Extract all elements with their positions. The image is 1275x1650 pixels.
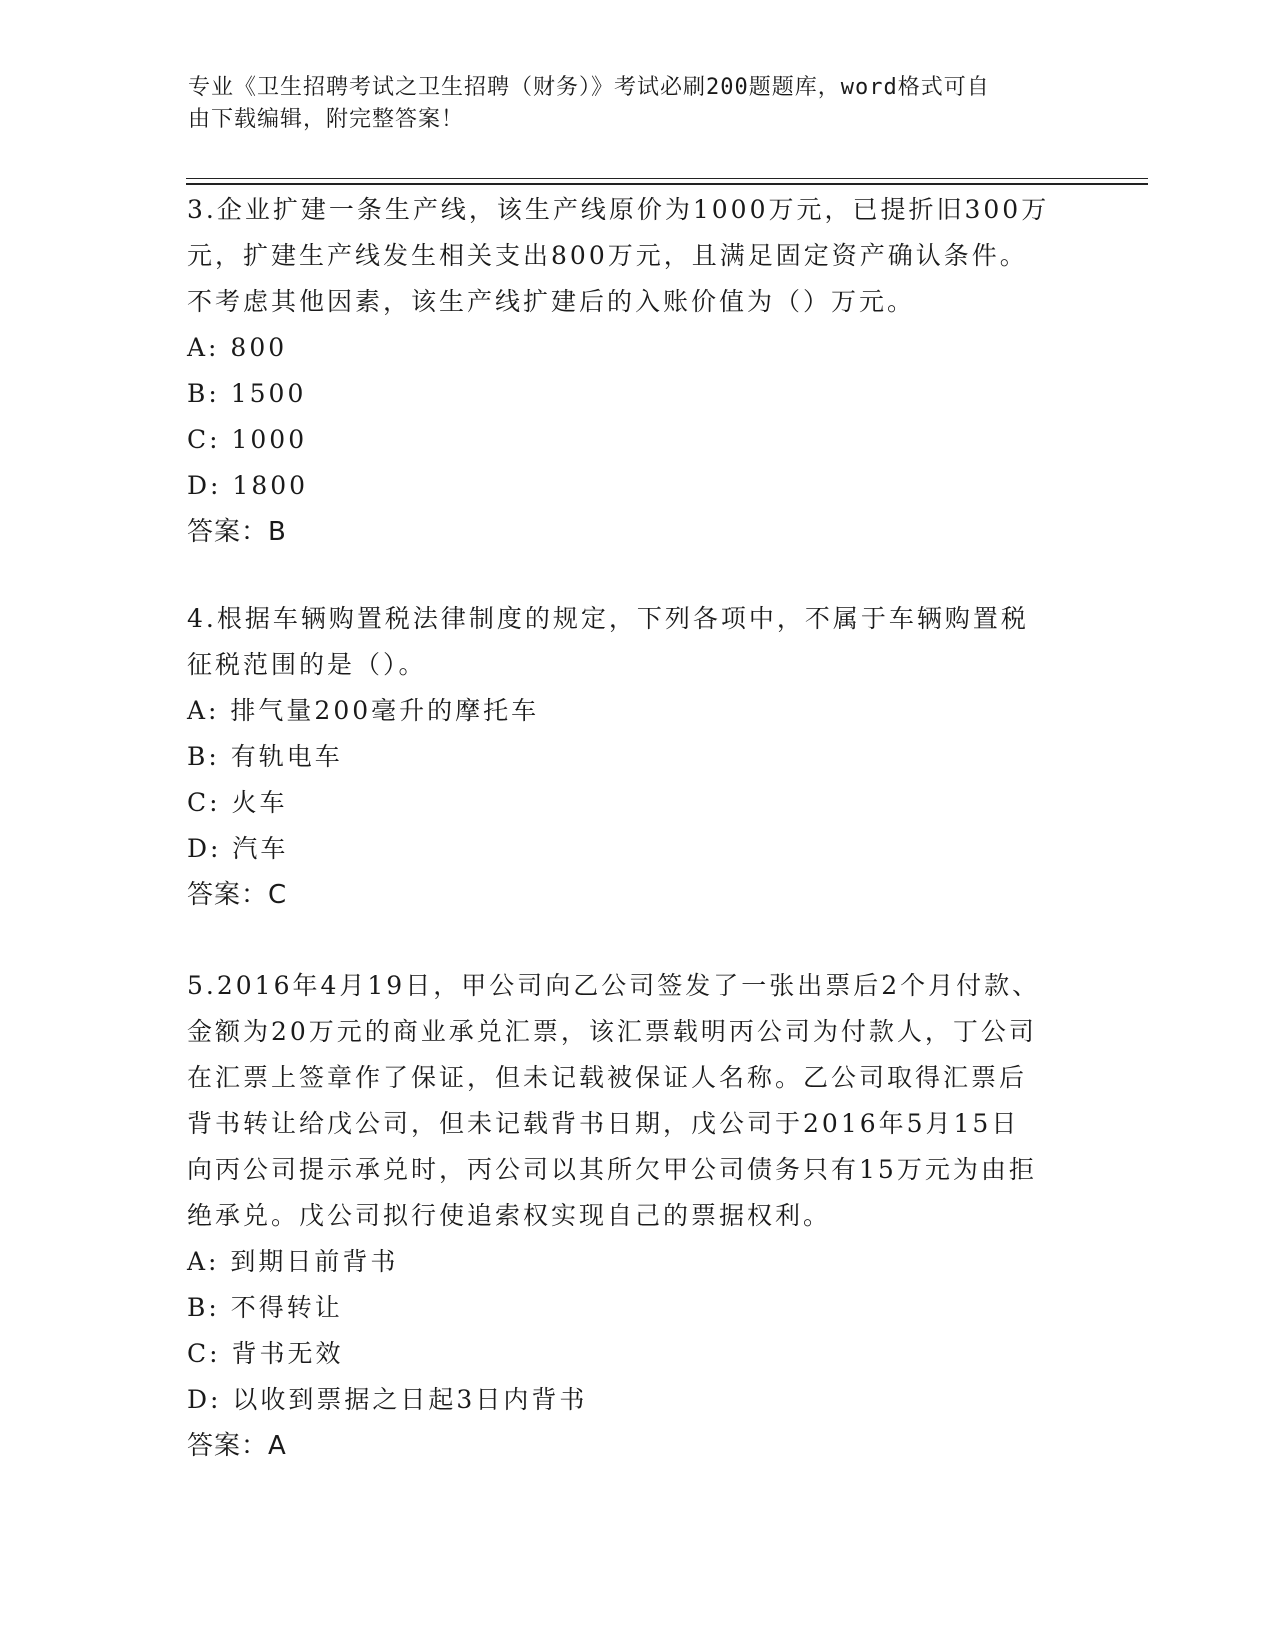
question-stem-line: 不考虑其他因素，该生产线扩建后的入账价值为（）万元。 [187,287,916,316]
header-divider-thin [186,178,1148,179]
option-d: D: 以收到票据之日起3日内背书 [187,1385,588,1414]
answer-line: 答案：C [187,880,288,910]
answer-line: 答案：B [187,517,287,547]
question-5 [187,963,1067,1469]
question-stem-line: 5.2016年4月19日，甲公司向乙公司签发了一张出票后2个月付款、 [187,971,1041,1000]
option-b: B: 有轨电车 [187,742,343,771]
option-b: B: 1500 [187,379,307,408]
header-line-2: 由下载编辑，附完整答案！ [188,107,465,132]
option-a: A: 排气量200毫升的摩托车 [187,696,540,725]
question-stem-line: 元，扩建生产线发生相关支出800万元，且满足固定资产确认条件。 [187,241,1028,270]
question-4 [187,596,1067,918]
question-stem-line: 在汇票上签章作了保证，但未记载被保证人名称。乙公司取得汇票后 [187,1063,1028,1092]
option-d: D: 1800 [187,471,309,500]
document-header [188,72,1068,136]
option-a: A: 800 [187,333,288,362]
question-stem-line: 征税范围的是（）。 [187,650,427,679]
question-stem-line: 向丙公司提示承兑时，丙公司以其所欠甲公司债务只有15万元为由拒 [187,1155,1037,1184]
question-stem-line: 4.根据车辆购置税法律制度的规定，下列各项中，不属于车辆购置税 [187,604,1029,633]
header-line-1: 专业《卫生招聘考试之卫生招聘（财务）》考试必刷200题题库，word格式可自 [188,75,990,100]
option-b: B: 不得转让 [187,1293,343,1322]
answer-line: 答案：A [187,1431,287,1461]
question-3 [187,187,1067,555]
question-stem-line: 3.企业扩建一条生产线，该生产线原价为1000万元，已提折旧300万 [187,195,1050,224]
question-stem-line: 绝承兑。戊公司拟行使追索权实现自己的票据权利。 [187,1201,832,1230]
option-c: C: 1000 [187,425,308,454]
question-stem-line: 背书转让给戊公司，但未记载背书日期，戊公司于2016年5月15日 [187,1109,1020,1138]
option-a: A: 到期日前背书 [187,1247,399,1276]
question-stem-line: 金额为20万元的商业承兑汇票，该汇票载明丙公司为付款人，丁公司 [187,1017,1037,1046]
option-c: C: 背书无效 [187,1339,344,1368]
header-divider-thick [186,183,1148,185]
option-d: D: 汽车 [187,834,289,863]
option-c: C: 火车 [187,788,288,817]
